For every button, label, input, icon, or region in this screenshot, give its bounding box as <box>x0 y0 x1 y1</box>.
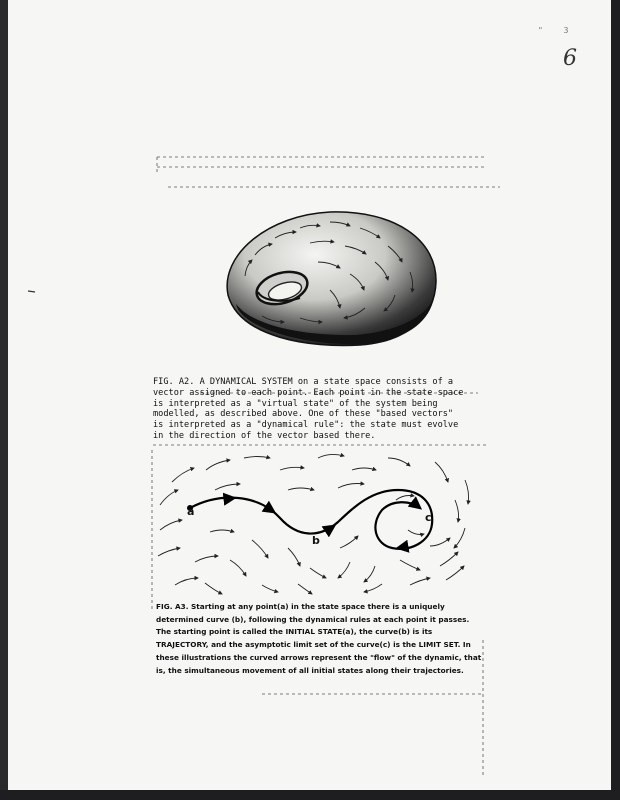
margin-tick <box>28 291 35 292</box>
torus-illustration <box>227 212 436 346</box>
label-limit-set-c: c <box>425 511 432 524</box>
label-initial-state-a: a <box>187 505 195 518</box>
figure-a3-caption: FIG. A3. Starting at any point(a) in the state space there is a uniquely determined curve (b), following the dynamical rules at each point it passes. The starting point is called the INITIAL STATE(a), the curve(b) is its TRAJECTORY, and the asymptotic limit set of the curve(c) is the LIMIT SET. In these illustrations the curved arrows represent the "flow" of the dynamic, that is, the simultaneous movement of all initial states along their trajectories. <box>156 602 482 675</box>
flow-field <box>158 454 469 594</box>
label-trajectory-b: b <box>312 534 320 547</box>
page-number: 6 <box>563 46 577 71</box>
corner-tick-marks: " 3 <box>538 26 577 35</box>
figure-a2-caption: FIG. A2. A DYNAMICAL SYSTEM on a state space consists of a vector assigned to each point. Each point in the state space is interpreted as a "virtual state" of the system being modelled, as described above. One of these "based vectors" is interpreted as a "dynamical rule": the state must evolve in the direction of the vector based there. <box>153 377 464 441</box>
